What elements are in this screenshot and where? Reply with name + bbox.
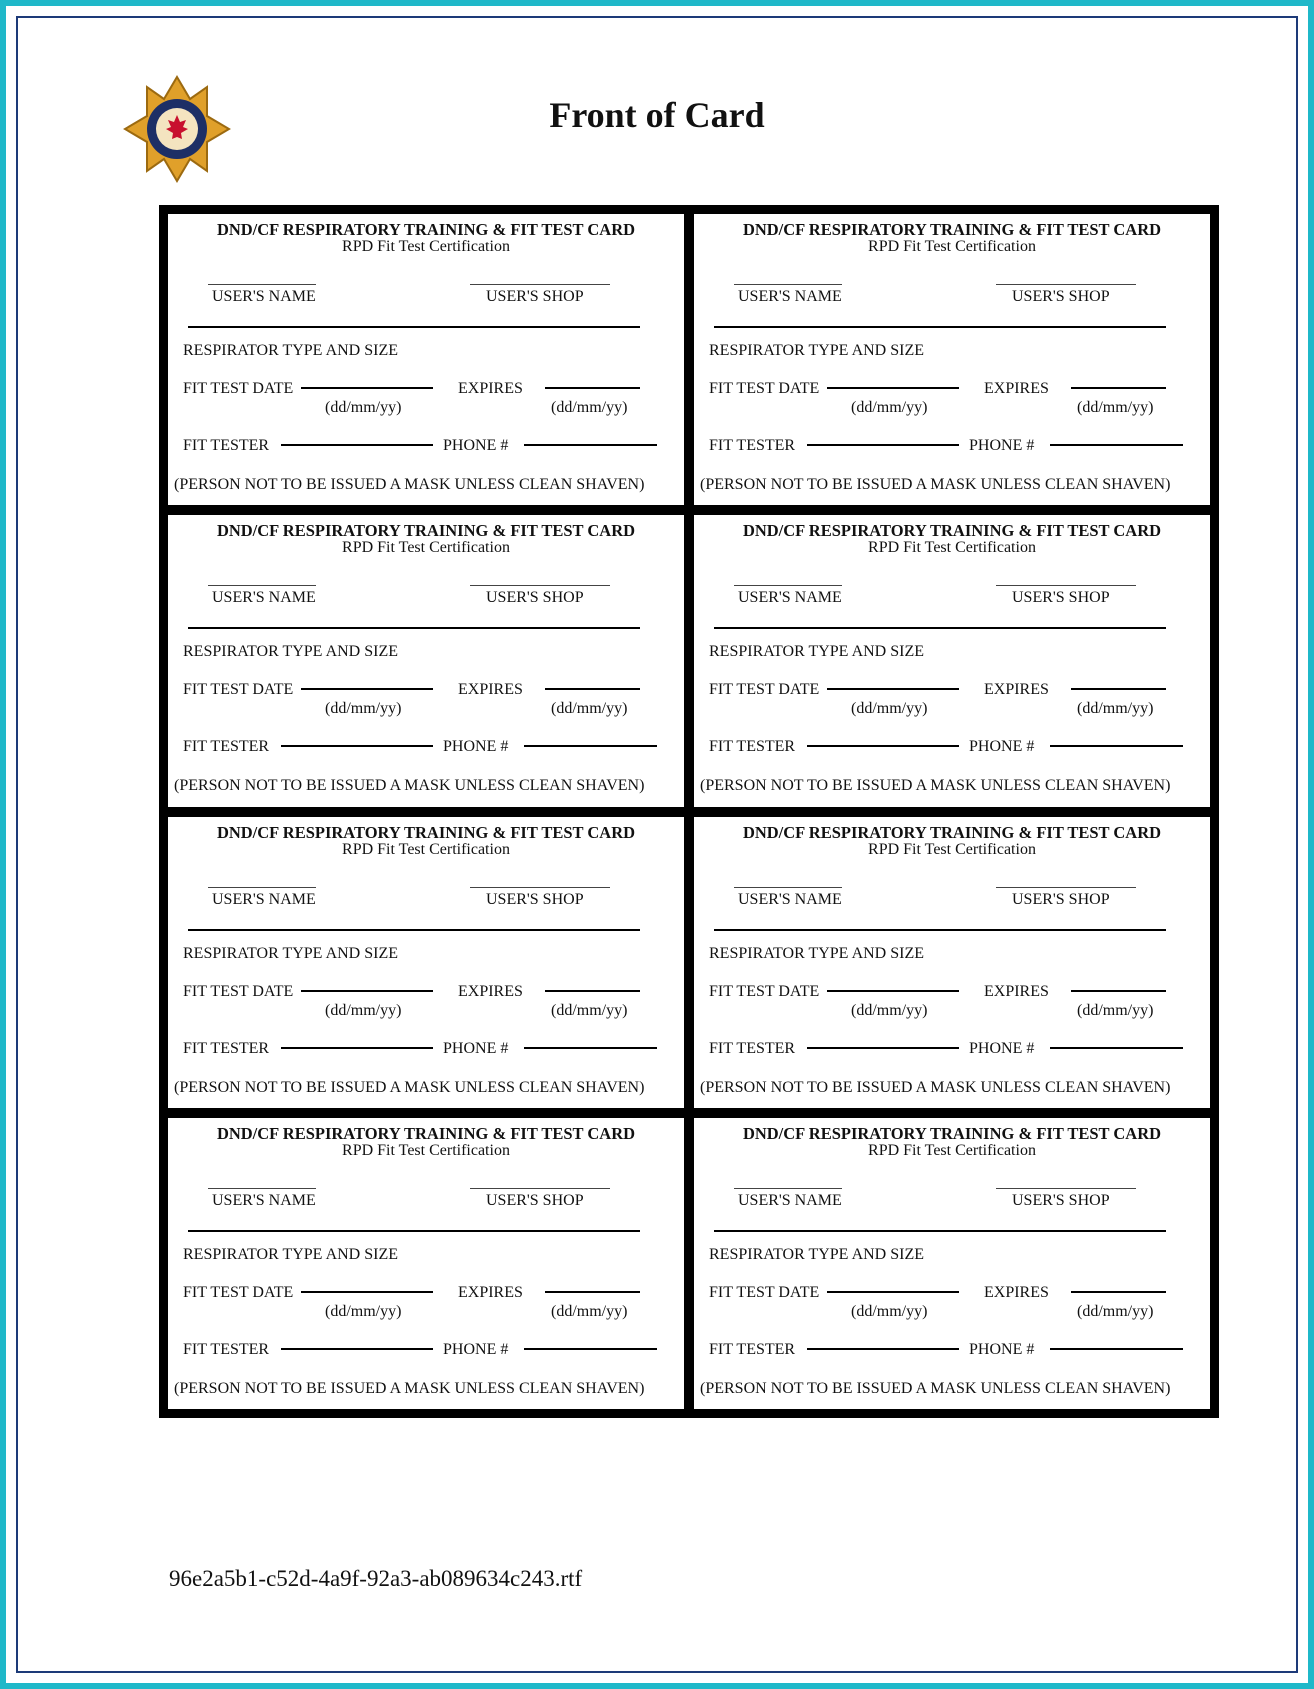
- respirator-label: RESPIRATOR TYPE AND SIZE: [709, 944, 924, 962]
- users-name-label: USER'S NAME: [212, 288, 316, 305]
- expires-date-format: (dd/mm/yy): [1077, 399, 1154, 416]
- respirator-label: RESPIRATOR TYPE AND SIZE: [709, 342, 924, 359]
- fit-test-date-label: FIT TEST DATE: [183, 982, 294, 1000]
- users-name-line[interactable]: [734, 284, 842, 285]
- expires-date-format: (dd/mm/yy): [1077, 1001, 1154, 1019]
- card-subtitle: RPD Fit Test Certification: [868, 238, 1036, 255]
- fit-test-date-label: FIT TEST DATE: [183, 681, 294, 699]
- users-shop-label: USER'S SHOP: [1012, 1191, 1110, 1209]
- fit-test-date-format: (dd/mm/yy): [325, 700, 402, 718]
- fit-tester-line[interactable]: [807, 1348, 959, 1350]
- users-shop-line[interactable]: [996, 585, 1136, 586]
- phone-label: PHONE #: [443, 1340, 509, 1358]
- card-title: DND/CF RESPIRATORY TRAINING & FIT TEST CARD: [742, 220, 1162, 239]
- clean-shaven-notice: (PERSON NOT TO BE ISSUED A MASK UNLESS CLEAN SHAVEN): [174, 1078, 645, 1096]
- card-title: DND/CF RESPIRATORY TRAINING & FIT TEST CARD: [742, 521, 1162, 541]
- card-title: DND/CF RESPIRATORY TRAINING & FIT TEST CARD: [742, 822, 1162, 842]
- expires-label: EXPIRES: [458, 681, 523, 699]
- card-title: DND/CF RESPIRATORY TRAINING & FIT TEST CARD: [216, 521, 636, 541]
- fit-test-date-label: FIT TEST DATE: [183, 1283, 294, 1301]
- expires-date-format: (dd/mm/yy): [1077, 700, 1154, 718]
- fit-tester-line[interactable]: [807, 444, 959, 446]
- phone-line[interactable]: [1050, 1348, 1183, 1350]
- respirator-label: RESPIRATOR TYPE AND SIZE: [709, 1245, 924, 1263]
- users-name-line[interactable]: [208, 887, 316, 888]
- fit-test-date-line[interactable]: [301, 688, 433, 690]
- fit-test-date-line[interactable]: [301, 387, 433, 389]
- expires-label: EXPIRES: [984, 681, 1049, 699]
- phone-label: PHONE #: [969, 738, 1035, 756]
- phone-label: PHONE #: [969, 1340, 1035, 1358]
- respirator-line[interactable]: [714, 326, 1166, 328]
- users-shop-label: USER'S SHOP: [486, 1191, 584, 1209]
- fit-test-date-format: (dd/mm/yy): [325, 399, 402, 416]
- phone-line[interactable]: [1050, 745, 1183, 747]
- expires-line[interactable]: [545, 387, 640, 389]
- fit-tester-line[interactable]: [281, 1348, 433, 1350]
- respirator-line[interactable]: [188, 1230, 640, 1232]
- phone-label: PHONE #: [443, 1039, 509, 1057]
- users-name-line[interactable]: [208, 1188, 316, 1189]
- phone-label: PHONE #: [969, 437, 1035, 454]
- fit-test-card: [166, 815, 686, 1110]
- fit-tester-label: FIT TESTER: [709, 1340, 796, 1358]
- expires-line[interactable]: [1071, 688, 1166, 690]
- users-shop-label: USER'S SHOP: [1012, 589, 1110, 607]
- users-name-line[interactable]: [208, 284, 316, 285]
- fit-tester-label: FIT TESTER: [709, 1039, 796, 1057]
- fit-test-date-format: (dd/mm/yy): [851, 1001, 928, 1019]
- card-grid: [159, 205, 1219, 1418]
- card-subtitle: RPD Fit Test Certification: [342, 539, 510, 557]
- phone-line[interactable]: [524, 745, 657, 747]
- users-name-label: USER'S NAME: [738, 1191, 842, 1209]
- users-shop-label: USER'S SHOP: [486, 589, 584, 607]
- expires-label: EXPIRES: [984, 1283, 1049, 1301]
- phone-line[interactable]: [1050, 444, 1183, 446]
- clean-shaven-notice: (PERSON NOT TO BE ISSUED A MASK UNLESS CLEAN SHAVEN): [700, 1379, 1171, 1397]
- fit-test-date-label: FIT TEST DATE: [709, 380, 820, 397]
- respirator-label: RESPIRATOR TYPE AND SIZE: [183, 1245, 398, 1263]
- card-subtitle: RPD Fit Test Certification: [342, 1141, 510, 1159]
- fit-test-card: [692, 1116, 1212, 1411]
- fit-test-date-line[interactable]: [301, 990, 433, 992]
- users-name-line[interactable]: [208, 585, 316, 586]
- expires-line[interactable]: [1071, 990, 1166, 992]
- fit-test-card: [692, 212, 1212, 507]
- users-name-line[interactable]: [734, 1188, 842, 1189]
- respirator-line[interactable]: [188, 627, 640, 629]
- phone-line[interactable]: [1050, 1047, 1183, 1049]
- fit-test-date-line[interactable]: [827, 688, 959, 690]
- respirator-line[interactable]: [188, 929, 640, 931]
- expires-line[interactable]: [545, 990, 640, 992]
- users-name-line[interactable]: [734, 585, 842, 586]
- phone-label: PHONE #: [443, 437, 509, 454]
- fit-test-date-format: (dd/mm/yy): [325, 1001, 402, 1019]
- fit-tester-label: FIT TESTER: [709, 437, 796, 454]
- expires-date-format: (dd/mm/yy): [551, 1001, 628, 1019]
- fit-test-date-format: (dd/mm/yy): [851, 1302, 928, 1320]
- phone-label: PHONE #: [443, 738, 509, 756]
- users-shop-label: USER'S SHOP: [486, 288, 584, 305]
- clean-shaven-notice: (PERSON NOT TO BE ISSUED A MASK UNLESS CLEAN SHAVEN): [174, 777, 645, 795]
- fit-tester-line[interactable]: [807, 745, 959, 747]
- expires-date-format: (dd/mm/yy): [551, 399, 628, 416]
- fit-test-date-format: (dd/mm/yy): [851, 700, 928, 718]
- fit-test-date-line[interactable]: [827, 387, 959, 389]
- users-shop-line[interactable]: [996, 1188, 1136, 1189]
- fit-test-date-label: FIT TEST DATE: [709, 1283, 820, 1301]
- expires-label: EXPIRES: [458, 1283, 523, 1301]
- fit-test-date-format: (dd/mm/yy): [851, 399, 928, 416]
- card-subtitle: RPD Fit Test Certification: [342, 840, 510, 858]
- users-shop-label: USER'S SHOP: [486, 890, 584, 908]
- users-name-label: USER'S NAME: [738, 589, 842, 607]
- respirator-line[interactable]: [188, 326, 640, 328]
- card-title: DND/CF RESPIRATORY TRAINING & FIT TEST CARD: [742, 1123, 1162, 1143]
- fit-test-card: [166, 1116, 686, 1411]
- expires-label: EXPIRES: [458, 982, 523, 1000]
- respirator-label: RESPIRATOR TYPE AND SIZE: [183, 342, 398, 359]
- expires-label: EXPIRES: [458, 380, 523, 397]
- fit-tester-line[interactable]: [807, 1047, 959, 1049]
- respirator-label: RESPIRATOR TYPE AND SIZE: [183, 643, 398, 661]
- users-name-label: USER'S NAME: [212, 890, 316, 908]
- fit-test-date-line[interactable]: [827, 990, 959, 992]
- fit-test-date-label: FIT TEST DATE: [183, 380, 294, 397]
- card-subtitle: RPD Fit Test Certification: [342, 238, 510, 255]
- fit-tester-line[interactable]: [281, 1047, 433, 1049]
- page-title: Front of Card: [549, 95, 765, 135]
- users-shop-line[interactable]: [996, 887, 1136, 888]
- fit-tester-label: FIT TESTER: [183, 1039, 270, 1057]
- expires-line[interactable]: [545, 688, 640, 690]
- fit-test-date-label: FIT TEST DATE: [709, 982, 820, 1000]
- card-subtitle: RPD Fit Test Certification: [868, 1141, 1036, 1159]
- card-title: DND/CF RESPIRATORY TRAINING & FIT TEST CARD: [216, 822, 636, 842]
- users-shop-line[interactable]: [470, 887, 610, 888]
- respirator-line[interactable]: [714, 627, 1166, 629]
- fit-tester-line[interactable]: [281, 745, 433, 747]
- users-shop-line[interactable]: [470, 284, 610, 285]
- clean-shaven-notice: (PERSON NOT TO BE ISSUED A MASK UNLESS CLEAN SHAVEN): [700, 777, 1171, 795]
- card-subtitle: RPD Fit Test Certification: [868, 840, 1036, 858]
- users-shop-label: USER'S SHOP: [1012, 890, 1110, 908]
- clean-shaven-notice: (PERSON NOT TO BE ISSUED A MASK UNLESS CLEAN SHAVEN): [700, 476, 1171, 493]
- fit-test-date-format: (dd/mm/yy): [325, 1302, 402, 1320]
- card-title: DND/CF RESPIRATORY TRAINING & FIT TEST CARD: [216, 1123, 636, 1143]
- expires-line[interactable]: [1071, 1291, 1166, 1293]
- expires-label: EXPIRES: [984, 380, 1049, 397]
- expires-label: EXPIRES: [984, 982, 1049, 1000]
- fit-test-date-label: FIT TEST DATE: [709, 681, 820, 699]
- users-name-line[interactable]: [734, 887, 842, 888]
- respirator-label: RESPIRATOR TYPE AND SIZE: [183, 944, 398, 962]
- users-shop-line[interactable]: [470, 1188, 610, 1189]
- clean-shaven-notice: (PERSON NOT TO BE ISSUED A MASK UNLESS CLEAN SHAVEN): [174, 476, 645, 493]
- footer-filename: 96e2a5b1-c52d-4a9f-92a3-ab089634c243.rtf: [169, 1566, 583, 1591]
- fit-test-date-line[interactable]: [301, 1291, 433, 1293]
- users-name-label: USER'S NAME: [212, 1191, 316, 1209]
- expires-date-format: (dd/mm/yy): [551, 1302, 628, 1320]
- phone-label: PHONE #: [969, 1039, 1035, 1057]
- fit-tester-label: FIT TESTER: [183, 437, 270, 454]
- fit-test-card: [166, 212, 686, 507]
- expires-line[interactable]: [1071, 387, 1166, 389]
- phone-line[interactable]: [524, 1047, 657, 1049]
- expires-date-format: (dd/mm/yy): [1077, 1302, 1154, 1320]
- users-shop-label: USER'S SHOP: [1012, 288, 1110, 305]
- clean-shaven-notice: (PERSON NOT TO BE ISSUED A MASK UNLESS CLEAN SHAVEN): [700, 1078, 1171, 1096]
- card-subtitle: RPD Fit Test Certification: [868, 539, 1036, 557]
- users-shop-line[interactable]: [470, 585, 610, 586]
- users-shop-line[interactable]: [996, 284, 1136, 285]
- phone-line[interactable]: [524, 444, 657, 446]
- clean-shaven-notice: (PERSON NOT TO BE ISSUED A MASK UNLESS CLEAN SHAVEN): [174, 1379, 645, 1397]
- respirator-line[interactable]: [714, 1230, 1166, 1232]
- fit-test-date-line[interactable]: [827, 1291, 959, 1293]
- fit-tester-label: FIT TESTER: [709, 738, 796, 756]
- fit-test-card: [692, 513, 1212, 808]
- phone-line[interactable]: [524, 1348, 657, 1350]
- card-title: DND/CF RESPIRATORY TRAINING & FIT TEST CARD: [216, 220, 636, 239]
- fit-test-card: [166, 513, 686, 808]
- fit-test-card: [692, 815, 1212, 1110]
- respirator-label: RESPIRATOR TYPE AND SIZE: [709, 643, 924, 661]
- expires-line[interactable]: [545, 1291, 640, 1293]
- users-name-label: USER'S NAME: [738, 890, 842, 908]
- fit-tester-line[interactable]: [281, 444, 433, 446]
- respirator-line[interactable]: [714, 929, 1166, 931]
- fit-tester-label: FIT TESTER: [183, 1340, 270, 1358]
- users-name-label: USER'S NAME: [738, 288, 842, 305]
- users-name-label: USER'S NAME: [212, 589, 316, 607]
- expires-date-format: (dd/mm/yy): [551, 700, 628, 718]
- fit-tester-label: FIT TESTER: [183, 738, 270, 756]
